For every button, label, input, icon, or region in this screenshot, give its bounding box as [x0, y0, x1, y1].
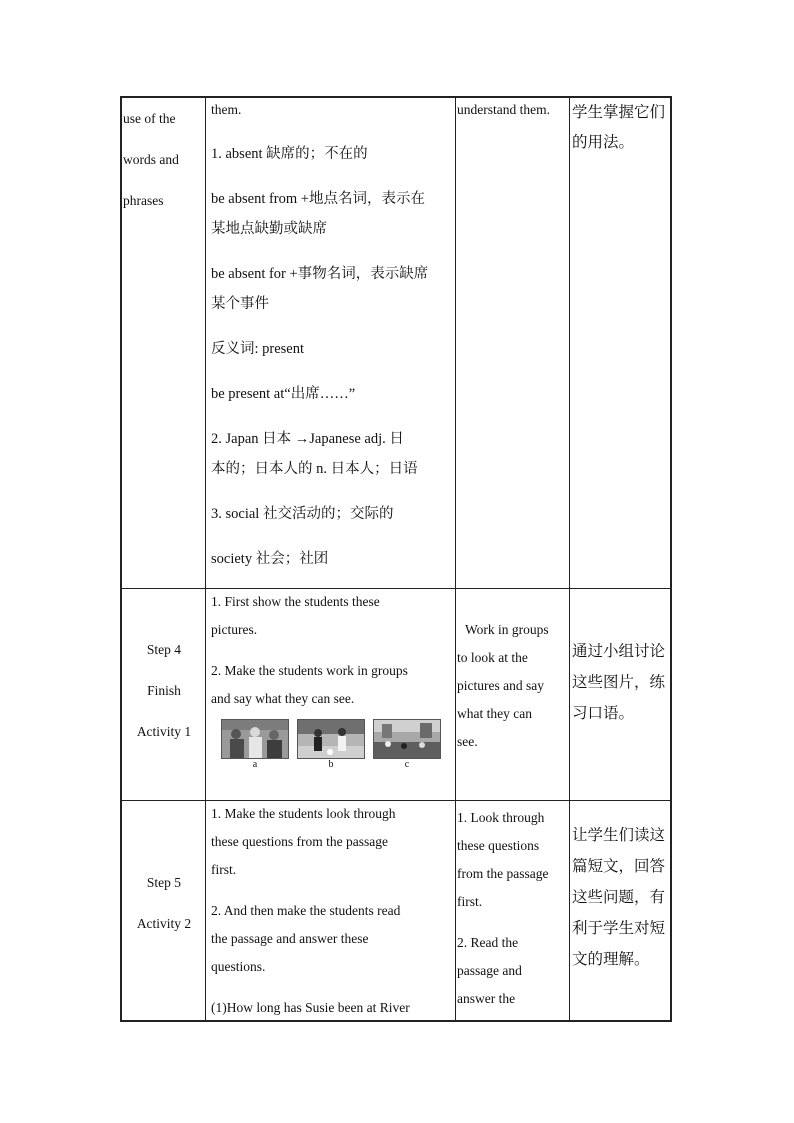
picture-caption: c — [404, 759, 410, 770]
text-line: questions. — [211, 959, 266, 974]
picture-b — [297, 719, 365, 771]
lesson-plan-table — [120, 96, 672, 1022]
text-line: 这些图片，练 — [572, 674, 666, 691]
column-divider — [569, 98, 570, 1020]
text-line: be present at“出席……” — [211, 386, 356, 402]
row2-step-cell — [123, 629, 205, 752]
text-line: 2. Japan 日本 →Japanese adj. 日 — [211, 431, 404, 447]
text-line: from the passage — [457, 866, 549, 881]
text-line: 让学生们读这 — [572, 827, 666, 844]
text-line: 3. social 社交活动的；交际的 — [211, 506, 394, 522]
column-divider — [455, 98, 456, 1020]
row3-teacher-activity-cell — [211, 800, 453, 1022]
text-line: first. — [211, 862, 237, 877]
row1-purpose-cell — [572, 98, 672, 158]
text-line: use of the — [123, 111, 176, 126]
text-line: 习口语。 — [572, 705, 635, 722]
text-line: 文的理解。 — [572, 951, 650, 968]
text-line: 1. Make the students look through — [211, 806, 396, 821]
text-line: Work in groups — [465, 622, 549, 637]
text-line: 1. absent 缺席的；不在的 — [211, 146, 368, 162]
picture-caption: a — [252, 759, 258, 770]
text-line: them. — [211, 102, 242, 117]
text-line: Step 5 — [146, 875, 182, 890]
text-line: words and — [123, 152, 179, 167]
text-line: the passage and answer these — [211, 931, 369, 946]
text-line: 1. First show the students these — [211, 594, 380, 609]
text-line: be absent from +地点名词，表示在 — [211, 191, 425, 207]
text-line: these questions — [457, 838, 540, 853]
activity-pictures — [221, 719, 453, 771]
text-line: understand them. — [457, 102, 550, 117]
row2-teacher-activity-cell — [211, 588, 453, 771]
text-line: 通过小组讨论 — [572, 643, 666, 660]
text-line: 这些问题，有 — [572, 889, 666, 906]
photo-image — [297, 719, 365, 759]
text-line: 2. Read the — [457, 935, 519, 950]
text-line: answer the — [457, 991, 516, 1006]
text-line: see. — [457, 734, 478, 749]
photo-image — [221, 719, 289, 759]
text-line: pictures and say — [457, 678, 544, 693]
row2-student-activity-cell — [457, 616, 567, 756]
text-line: 反义词: present — [211, 341, 305, 357]
picture-c — [373, 719, 441, 771]
text-line: 学生掌握它们 — [572, 104, 666, 121]
text-line: Step 4 — [146, 642, 182, 657]
text-line: first. — [457, 894, 483, 909]
text-line: 2. Make the students work in groups — [211, 663, 408, 678]
picture-a — [221, 719, 289, 771]
row1-teacher-activity-cell — [211, 98, 453, 574]
text-line: pictures. — [211, 622, 258, 637]
row2-purpose-cell — [572, 636, 672, 729]
photo-image — [373, 719, 441, 759]
text-line: Activity 2 — [136, 916, 192, 931]
text-line: society 社会；社团 — [211, 551, 329, 567]
text-line: (1)How long has Susie been at River — [211, 1000, 410, 1015]
text-line: 的用法。 — [572, 134, 635, 151]
text-line: 本的；日本人的 n. 日本人；日语 — [211, 461, 418, 477]
text-line: these questions from the passage — [211, 834, 388, 849]
text-line: what they can — [457, 706, 532, 721]
row3-step-cell — [123, 862, 205, 944]
row1-student-activity-cell — [457, 98, 567, 122]
row3-student-activity-cell — [457, 804, 567, 1013]
text-line: to look at the — [457, 650, 528, 665]
picture-caption: b — [328, 759, 334, 770]
text-line: 某地点缺勤或缺席 — [211, 221, 327, 237]
text-line: Activity 1 — [136, 724, 192, 739]
text-line: 1. Look through — [457, 810, 545, 825]
text-line: Finish — [147, 683, 181, 698]
text-line: 2. And then make the students read — [211, 903, 401, 918]
text-line: 利于学生对短 — [572, 920, 666, 937]
text-line: passage and — [457, 963, 522, 978]
text-line: and say what they can see. — [211, 691, 355, 706]
text-line: phrases — [123, 193, 164, 208]
column-divider — [205, 98, 206, 1020]
row3-purpose-cell — [572, 820, 672, 975]
text-line: be absent for +事物名词，表示缺席 — [211, 266, 429, 282]
row1-step-cell — [123, 98, 203, 221]
text-line: 某个事件 — [211, 296, 269, 312]
text-line: 篇短文，回答 — [572, 858, 666, 875]
